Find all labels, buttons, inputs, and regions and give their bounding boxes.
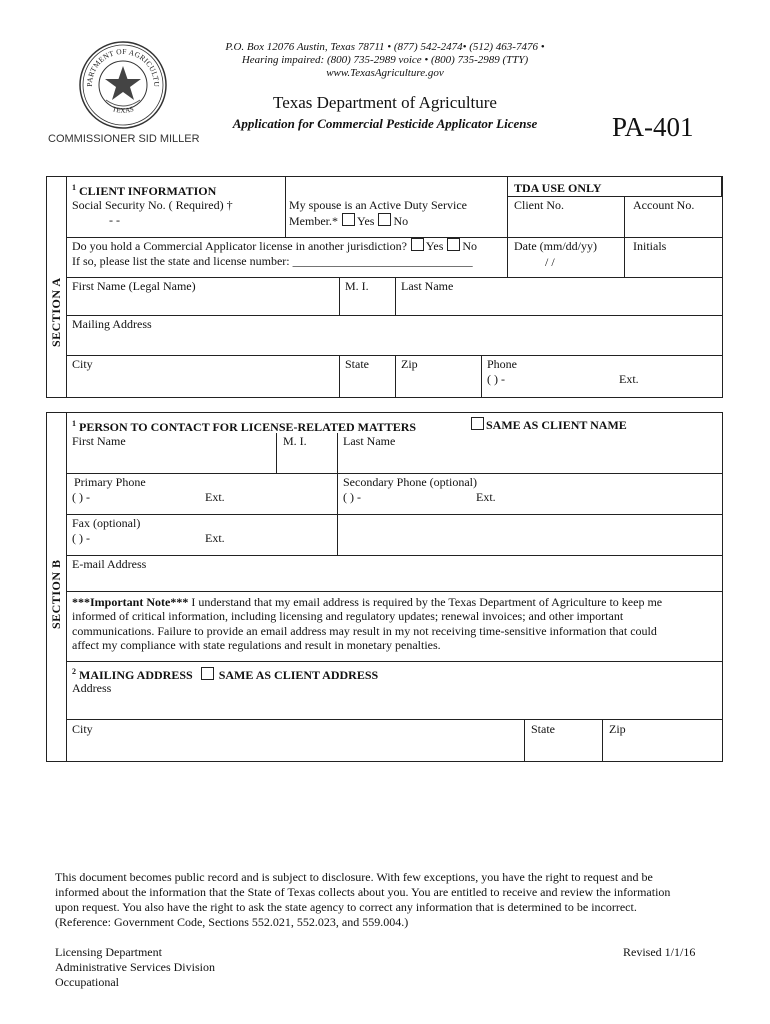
secondary-phone-ext[interactable]: Ext. — [476, 490, 496, 504]
spouse-yes-checkbox[interactable] — [342, 213, 355, 226]
mi-field[interactable]: M. I. — [345, 279, 369, 293]
primary-phone-ext[interactable]: Ext. — [205, 490, 225, 504]
email-field[interactable]: E-mail Address — [72, 557, 147, 571]
seal-bottom-text: TEXAS — [111, 105, 135, 115]
address-line-2: Hearing impaired: (800) 735-2989 voice • (800) 735-2989 (TTY) — [241, 54, 529, 66]
same-as-client-address-checkbox[interactable] — [201, 667, 214, 680]
tda-use-only: TDA USE ONLY — [514, 181, 602, 195]
important-note-line-3: communications. Failure to provide an email address may result in my not receiving time-sensitive information that could — [72, 624, 657, 638]
form-number: PA-401 — [612, 112, 694, 142]
important-note-line-4: affect my compliance with state regulations and result in monetary penalties. — [72, 638, 441, 652]
date-label: Date (mm/dd/yy) — [514, 239, 597, 253]
other-license-no-checkbox[interactable] — [447, 238, 460, 251]
agency-name: Texas Department of Agriculture — [273, 93, 497, 112]
fax-field[interactable]: ( ) - — [72, 531, 90, 545]
address-line-1: P.O. Box 12076 Austin, Texas 78711 • (877) 542-2474• (512) 463-7476 • — [225, 41, 545, 53]
contact-last-name[interactable]: Last Name — [343, 434, 396, 448]
agency-seal — [78, 40, 168, 130]
first-name-field[interactable]: First Name (Legal Name) — [72, 279, 196, 293]
contact-mi[interactable]: M. I. — [283, 434, 307, 448]
other-license-list[interactable]: If so, please list the state and license number: ______________________________ — [72, 254, 473, 268]
secondary-phone-label: Secondary Phone (optional) — [343, 475, 477, 489]
contact-address-field[interactable]: Address — [72, 681, 112, 695]
last-name-field[interactable]: Last Name — [401, 279, 454, 293]
dept-line-2: Administrative Services Division — [55, 960, 215, 974]
dept-line-1: Licensing Department — [55, 945, 162, 959]
disclosure-line-2: informed about the information that the State of Texas collects about you. You are entitled to receive and review the information — [55, 885, 671, 899]
phone-field[interactable]: ( ) - — [487, 372, 505, 386]
secondary-phone-field[interactable]: ( ) - — [343, 490, 361, 504]
fax-ext[interactable]: Ext. — [205, 531, 225, 545]
section-b-label: SECTION B — [49, 559, 63, 629]
section-b — [46, 412, 723, 762]
seal-top-text: PARTMENT OF AGRICULTU — [84, 46, 162, 88]
account-no-label: Account No. — [633, 198, 695, 212]
fax-label: Fax (optional) — [72, 516, 141, 530]
contact-zip-field[interactable]: Zip — [609, 722, 626, 736]
ssn-input[interactable]: - - — [109, 213, 120, 227]
mailing-address-field[interactable]: Mailing Address — [72, 317, 152, 331]
contact-state-field[interactable]: State — [531, 722, 555, 736]
other-license-yes-checkbox[interactable] — [411, 238, 424, 251]
date-format: / / — [545, 255, 555, 269]
spouse-label: My spouse is an Active Duty Service — [289, 198, 467, 212]
primary-phone-label: Primary Phone — [74, 475, 146, 489]
primary-phone-field[interactable]: ( ) - — [72, 490, 90, 504]
contact-city-field[interactable]: City — [72, 722, 93, 736]
client-no-label: Client No. — [514, 198, 564, 212]
spouse-no-checkbox[interactable] — [378, 213, 391, 226]
section-a — [46, 176, 723, 398]
contact-first-name[interactable]: First Name — [72, 434, 126, 448]
dept-line-3: Occupational — [55, 975, 119, 989]
state-field[interactable]: State — [345, 357, 369, 371]
contact-heading: $^1$ PERSON TO CONTACT FOR LICENSE-RELATED MATTERS — [72, 419, 417, 434]
mailing-address-heading: $^2$ MAILING ADDRESS SAME AS CLIENT ADDRESS — [72, 667, 379, 682]
commissioner-name: COMMISSIONER SID MILLER — [48, 133, 200, 145]
website: www.TexasAgriculture.gov — [326, 67, 444, 79]
spouse-options: Member.* Yes No — [289, 214, 409, 228]
revised-date: Revised 1/1/16 — [623, 945, 696, 959]
disclosure-line-1: This document becomes public record and is subject to disclosure. With few exceptions, you have the right to request and be — [55, 870, 653, 884]
other-license-question: Do you hold a Commercial Applicator license in another jurisdiction? Yes No — [72, 239, 478, 253]
form-title: Application for Commercial Pesticide Applicator License — [232, 116, 538, 131]
important-note-line-1: ***Important Note*** I understand that my email address is required by the Texas Department of Agriculture to keep me — [72, 595, 663, 609]
disclosure-line-4: (Reference: Government Code, Sections 552.021, 552.023, and 559.004.) — [55, 915, 409, 929]
client-info-heading: $^1$ CLIENT INFORMATION — [72, 183, 217, 198]
phone-ext[interactable]: Ext. — [619, 372, 639, 386]
initials-label: Initials — [633, 239, 667, 253]
same-as-client-name-checkbox[interactable] — [471, 417, 484, 430]
city-field[interactable]: City — [72, 357, 93, 371]
ssn-label: Social Security No. ( Required) † — [72, 198, 233, 212]
section-a-label: SECTION A — [49, 277, 63, 347]
same-as-client-name: SAME AS CLIENT NAME — [467, 417, 627, 432]
important-note-line-2: informed of critical information, including licensing and regulatory updates; renewal invoices; and other important — [72, 609, 624, 623]
zip-field[interactable]: Zip — [401, 357, 418, 371]
phone-label: Phone — [487, 357, 517, 371]
disclosure-line-3: upon request. You also have the right to ask the state agency to correct any information that is determined to be incorrect. — [55, 900, 637, 914]
